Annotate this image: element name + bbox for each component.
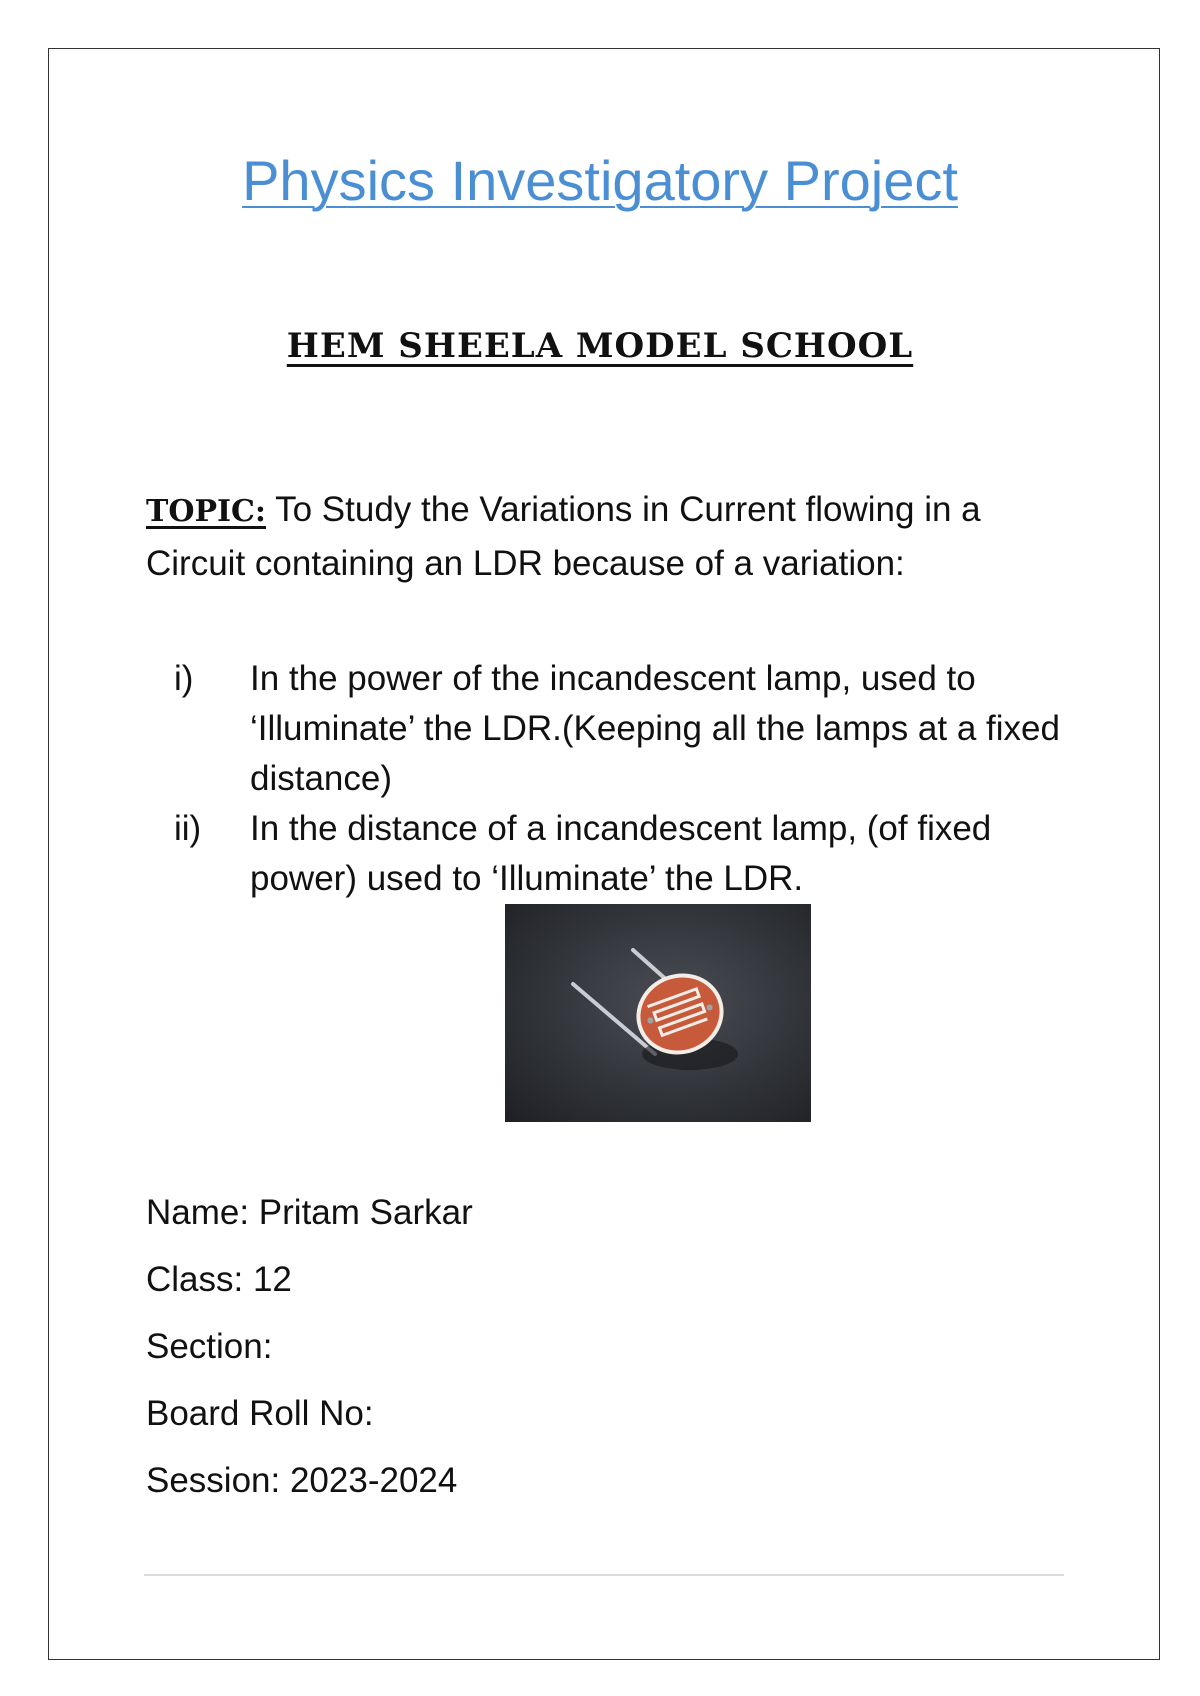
- list-marker: i): [174, 659, 194, 698]
- session-field: Session: 2023-2024: [146, 1461, 458, 1500]
- project-title: Physics Investigatory Project: [242, 149, 958, 212]
- list-item: [146, 654, 1076, 804]
- variation-list: [146, 654, 1076, 904]
- ldr-photo: [505, 904, 811, 1122]
- topic-paragraph: [146, 484, 1046, 590]
- board-roll-field: Board Roll No:: [146, 1394, 374, 1433]
- topic-label: TOPIC:: [146, 494, 266, 529]
- topic-text: To Study the Variations in Current flowing in a Circuit containing an LDR because of a variation:: [146, 490, 981, 583]
- name-field: Name: Pritam Sarkar: [146, 1193, 473, 1232]
- list-item: [146, 804, 1076, 904]
- list-marker: ii): [174, 809, 202, 848]
- list-item-text: In the power of the incandescent lamp, used to ‘Illuminate’ the LDR.(Keeping all the lamps at a fixed distance): [250, 659, 1060, 798]
- student-details: [146, 1188, 473, 1523]
- school-name: HEM SHEELA MODEL SCHOOL: [286, 326, 914, 366]
- section-field: Section:: [146, 1327, 273, 1366]
- footer-divider: [144, 1574, 1064, 1576]
- list-item-text: In the distance of a incandescent lamp, (of fixed power) used to ‘Illuminate’ the LDR.: [250, 809, 992, 898]
- class-field: Class: 12: [146, 1260, 292, 1299]
